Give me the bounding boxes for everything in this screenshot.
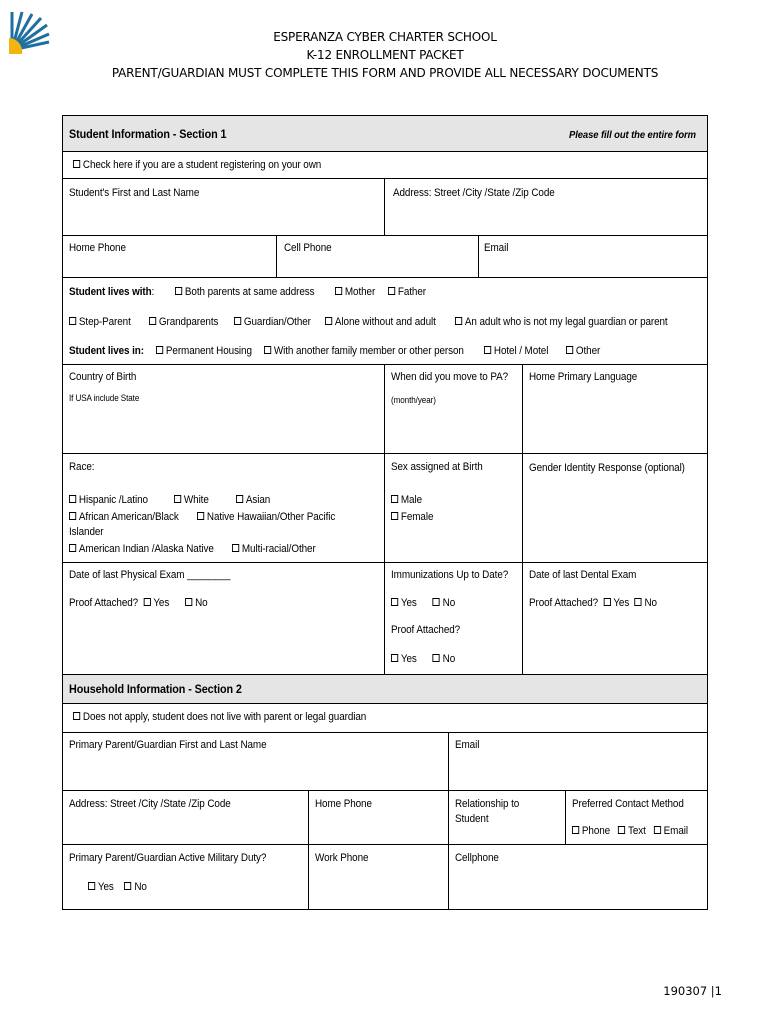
guardian-email-label: Email	[455, 739, 480, 751]
permanent-housing-checkbox[interactable]	[156, 346, 163, 354]
multiracial-checkbox[interactable]	[232, 544, 239, 552]
grandparents-checkbox[interactable]	[149, 317, 156, 325]
move-pa-hint: (month/year)	[391, 395, 436, 405]
male-checkbox[interactable]	[391, 495, 398, 503]
lives-in-label: Student lives in:	[69, 345, 144, 357]
step-parent-checkbox[interactable]	[69, 317, 76, 325]
guardian-name-label: Primary Parent/Guardian First and Last Name	[69, 739, 267, 751]
not-apply-row	[63, 703, 707, 732]
physical-proof-no-checkbox[interactable]	[185, 598, 192, 606]
demographics-row: Race: Hispanic /Latino White Asian African American/Black Native Hawaiian/Other Pacific Islander American Indian /Alaska Native Multi-racial/Other Sex assigned at Birth Male Female Gender Identity Response (optional)	[63, 453, 707, 562]
physical-proof-yes-checkbox[interactable]	[143, 598, 150, 606]
american-indian-checkbox[interactable]	[69, 544, 76, 552]
cellphone-label: Cellphone	[455, 852, 499, 864]
guardian-other-checkbox[interactable]	[234, 317, 241, 325]
immun-proof-label: Proof Attached?	[391, 624, 461, 636]
move-pa-label: When did you move to PA?	[391, 371, 509, 383]
guardian-contact-row: Address: Street /City /State /Zip Code Home Phone Relationship to Student Preferred Contact Method Phone Text Email	[63, 790, 707, 844]
non-guardian-adult-checkbox[interactable]	[455, 317, 462, 325]
birth-row	[63, 364, 707, 453]
asian-checkbox[interactable]	[236, 495, 243, 503]
student-address-label: Address: Street /City /State /Zip Code	[393, 187, 555, 199]
dental-exam-label: Date of last Dental Exam	[529, 569, 637, 581]
other-housing-checkbox[interactable]	[566, 346, 573, 354]
name-address-row	[63, 178, 707, 235]
section2-title: Household Information - Section 2	[69, 682, 242, 696]
student-name-field[interactable]	[63, 179, 383, 235]
not-apply-checkbox[interactable]	[73, 712, 80, 720]
father-checkbox[interactable]	[388, 287, 395, 295]
living-situation-row: Student lives with: Both parents at same address Mother Father Step-Parent Grandparents Guardian/Other Alone without and adult An adult who is not my legal guardian or parent Student lives in: Permanent Housing With another family member or other person Hotel / Motel Other	[63, 277, 707, 364]
guardian-military-row: Primary Parent/Guardian Active Military Duty? Yes No Work Phone Cellphone	[63, 844, 707, 909]
guardian-address-label: Address: Street /City /State /Zip Code	[69, 798, 231, 810]
female-checkbox[interactable]	[391, 512, 398, 520]
gender-label: Gender Identity Response (optional)	[529, 462, 685, 474]
pref-email-checkbox[interactable]	[654, 826, 661, 834]
military-no-checkbox[interactable]	[124, 882, 131, 890]
fill-note: Please fill out the entire form	[569, 129, 696, 141]
immun-yes-checkbox[interactable]	[391, 598, 398, 606]
native-hawaiian-checkbox[interactable]	[197, 512, 204, 520]
african-american-checkbox[interactable]	[69, 512, 76, 520]
hispanic-checkbox[interactable]	[69, 495, 76, 503]
immun-proof-yes-checkbox[interactable]	[391, 654, 398, 662]
student-home-phone-label: Home Phone	[69, 242, 126, 254]
work-phone-label: Work Phone	[315, 852, 369, 864]
lives-with-label: Student lives with	[69, 286, 152, 298]
school-name: ESPERANZA CYBER CHARTER SCHOOL	[273, 30, 497, 44]
student-name-label: Student's First and Last Name	[69, 187, 200, 199]
both-parents-checkbox[interactable]	[175, 287, 182, 295]
instruction-line: PARENT/GUARDIAN MUST COMPLETE THIS FORM AND PROVIDE ALL NECESSARY DOCUMENTS	[111, 66, 659, 80]
section1-header	[63, 116, 707, 151]
student-email-label: Email	[484, 242, 509, 254]
not-apply-label: Does not apply, student does not live with parent or legal guardian	[82, 711, 367, 723]
student-address-field[interactable]	[385, 179, 707, 235]
military-yes-checkbox[interactable]	[88, 882, 95, 890]
phone-row	[63, 235, 707, 277]
military-label: Primary Parent/Guardian Active Military Duty?	[69, 852, 267, 864]
self-register-checkbox[interactable]	[73, 160, 80, 168]
immunizations-label: Immunizations Up to Date?	[391, 569, 509, 581]
family-member-checkbox[interactable]	[264, 346, 271, 354]
relationship-label-line2: Student	[455, 813, 489, 825]
self-register-label: Check here if you are a student registering on your own	[82, 159, 322, 171]
immun-no-checkbox[interactable]	[433, 598, 440, 606]
self-register-row	[63, 151, 707, 178]
dental-proof-no-checkbox[interactable]	[635, 598, 642, 606]
language-label: Home Primary Language	[529, 371, 638, 383]
country-hint: If USA include State	[69, 393, 140, 403]
guardian-home-phone-label: Home Phone	[315, 798, 372, 810]
alone-checkbox[interactable]	[325, 317, 332, 325]
sex-label: Sex assigned at Birth	[391, 461, 483, 473]
country-label: Country of Birth	[69, 371, 137, 383]
race-label: Race:	[69, 461, 95, 473]
guardian-name-row	[63, 732, 707, 790]
student-cell-phone-label: Cell Phone	[284, 242, 332, 254]
section1-title: Student Information - Section 1	[69, 127, 227, 141]
packet-title: K-12 ENROLLMENT PACKET	[306, 48, 464, 62]
relationship-label-line1: Relationship to	[455, 798, 520, 810]
section2-header	[63, 674, 707, 703]
dental-proof-yes-checkbox[interactable]	[603, 598, 610, 606]
physical-exam-label: Date of last Physical Exam ________	[69, 569, 231, 581]
health-row: Date of last Physical Exam ________ Proof Attached? Yes No Immunizations Up to Date? Yes No Proof Attached? Yes No Date of last Dental Exam Proof Attached? Yes No	[63, 562, 707, 674]
mother-checkbox[interactable]	[335, 287, 342, 295]
hotel-motel-checkbox[interactable]	[484, 346, 491, 354]
white-checkbox[interactable]	[174, 495, 181, 503]
pref-text-checkbox[interactable]	[618, 826, 625, 834]
preferred-contact-label: Preferred Contact Method	[572, 798, 684, 810]
immun-proof-no-checkbox[interactable]	[433, 654, 440, 662]
page-number: 190307 |1	[663, 984, 722, 998]
pref-phone-checkbox[interactable]	[572, 826, 579, 834]
enrollment-form	[62, 115, 708, 910]
